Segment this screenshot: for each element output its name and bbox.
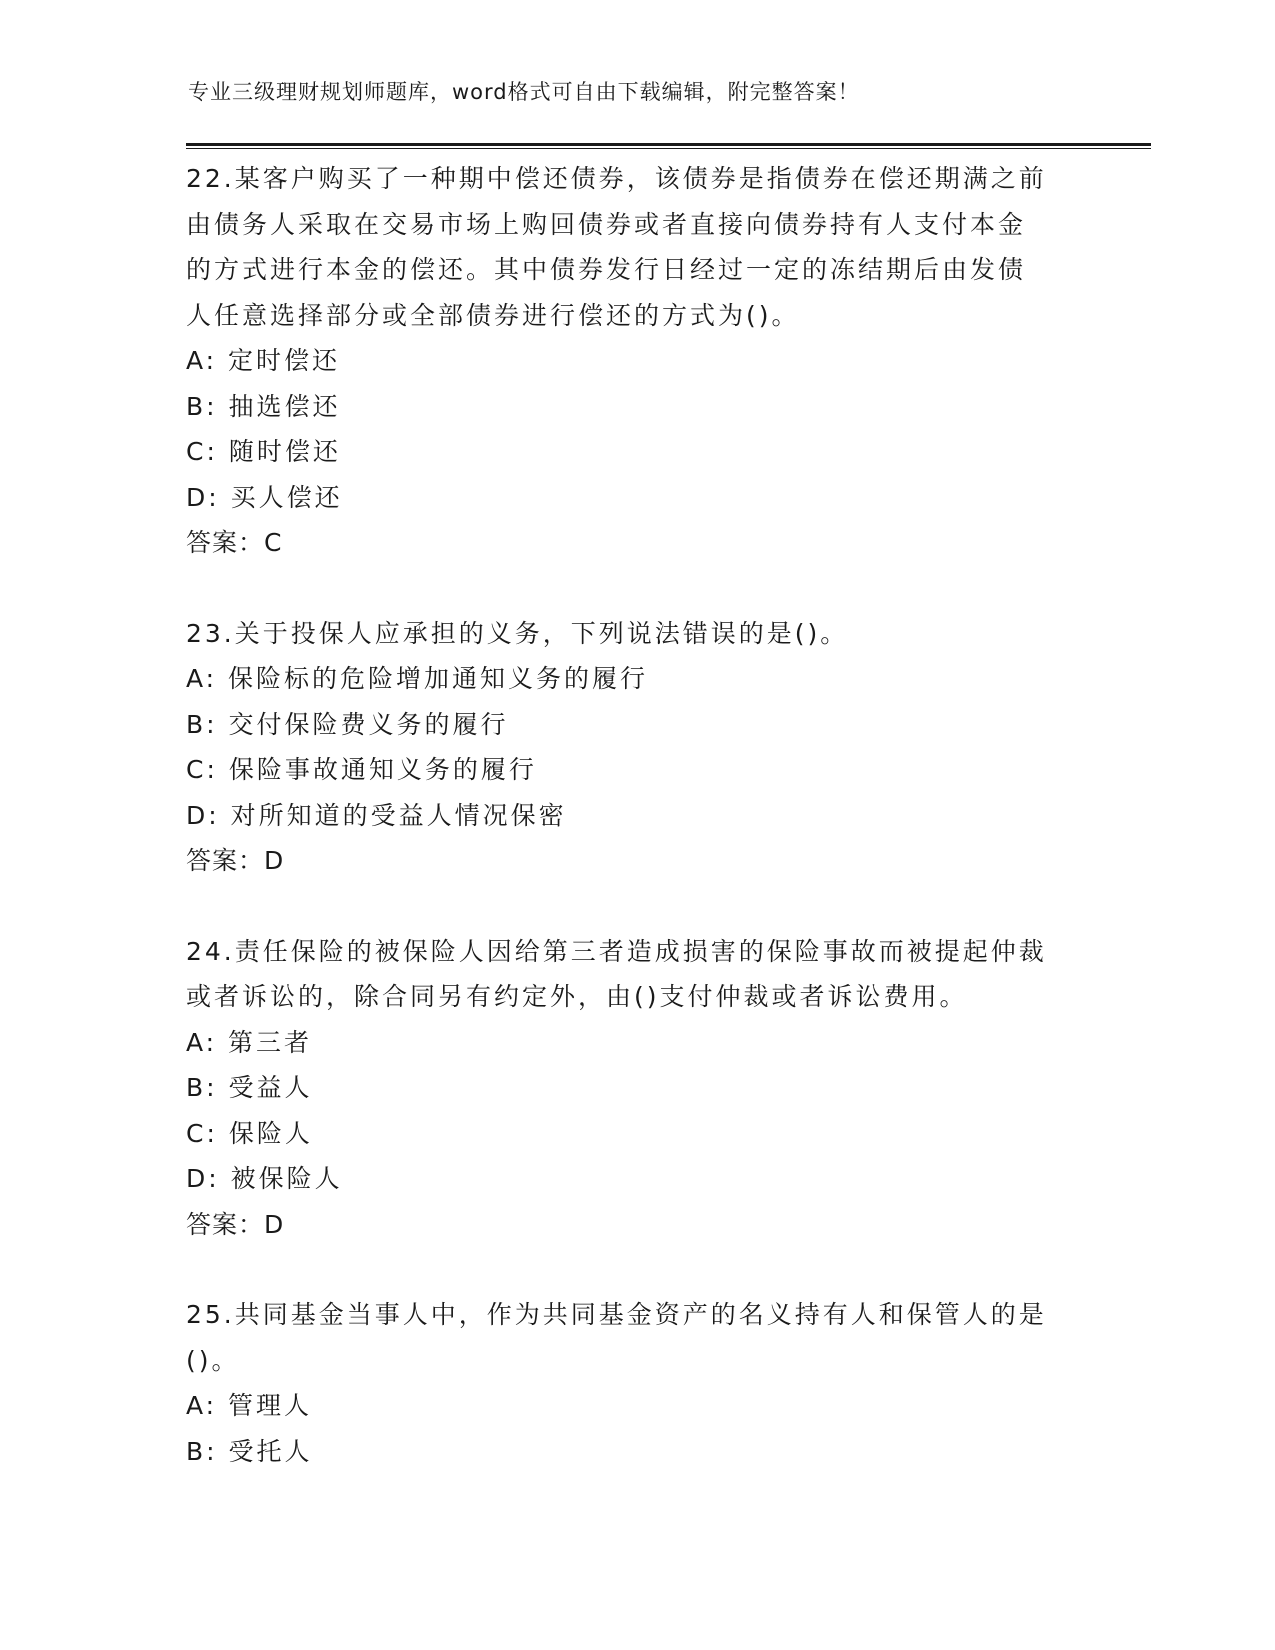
question-stem-line: ()。 bbox=[186, 1345, 240, 1375]
question-stem-line: 人任意选择部分或全部债券进行偿还的方式为()。 bbox=[186, 300, 800, 330]
question-stem-line: 22.某客户购买了一种期中偿还债券，该债券是指债券在偿还期满之前 bbox=[186, 164, 1047, 193]
option-c: C: 随时偿还 bbox=[186, 437, 341, 466]
option-a: A: 保险标的危险增加通知义务的履行 bbox=[186, 664, 649, 693]
header-divider bbox=[186, 143, 1151, 149]
question-24 bbox=[186, 929, 1086, 1248]
option-b: B: 受托人 bbox=[186, 1436, 313, 1466]
option-d: D: 被保险人 bbox=[186, 1164, 343, 1193]
question-22 bbox=[186, 156, 1086, 566]
option-a: A: 第三者 bbox=[186, 1027, 313, 1057]
option-d: D: 买人偿还 bbox=[186, 482, 343, 512]
option-b: B: 抽选偿还 bbox=[186, 391, 341, 421]
option-b: B: 受益人 bbox=[186, 1073, 313, 1102]
option-d: D: 对所知道的受益人情况保密 bbox=[186, 800, 567, 830]
option-a: A: 管理人 bbox=[186, 1391, 313, 1420]
option-c: C: 保险事故通知义务的履行 bbox=[186, 755, 537, 784]
answer-line: 答案：D bbox=[186, 1209, 285, 1239]
question-23 bbox=[186, 611, 1086, 884]
option-c: C: 保险人 bbox=[186, 1118, 313, 1148]
question-list bbox=[186, 156, 1086, 1474]
question-stem-line: 的方式进行本金的偿还。其中债券发行日经过一定的冻结期后由发债 bbox=[186, 255, 1027, 284]
question-stem-line: 由债务人采取在交易市场上购回债券或者直接向债券持有人支付本金 bbox=[186, 209, 1027, 239]
answer-line: 答案：C bbox=[186, 528, 283, 557]
page-header: 专业三级理财规划师题库，word格式可自由下载编辑，附完整答案！ bbox=[188, 80, 860, 104]
option-b: B: 交付保险费义务的履行 bbox=[186, 709, 509, 739]
option-a: A: 定时偿还 bbox=[186, 346, 341, 375]
question-stem-line: 25.共同基金当事人中，作为共同基金资产的名义持有人和保管人的是 bbox=[186, 1300, 1047, 1329]
question-stem-line: 23.关于投保人应承担的义务，下列说法错误的是()。 bbox=[186, 618, 849, 648]
answer-line: 答案：D bbox=[186, 846, 285, 875]
question-25 bbox=[186, 1292, 1086, 1474]
question-stem-line: 24.责任保险的被保险人因给第三者造成损害的保险事故而被提起仲裁 bbox=[186, 936, 1047, 966]
question-stem-line: 或者诉讼的，除合同另有约定外，由()支付仲裁或者诉讼费用。 bbox=[186, 982, 968, 1011]
